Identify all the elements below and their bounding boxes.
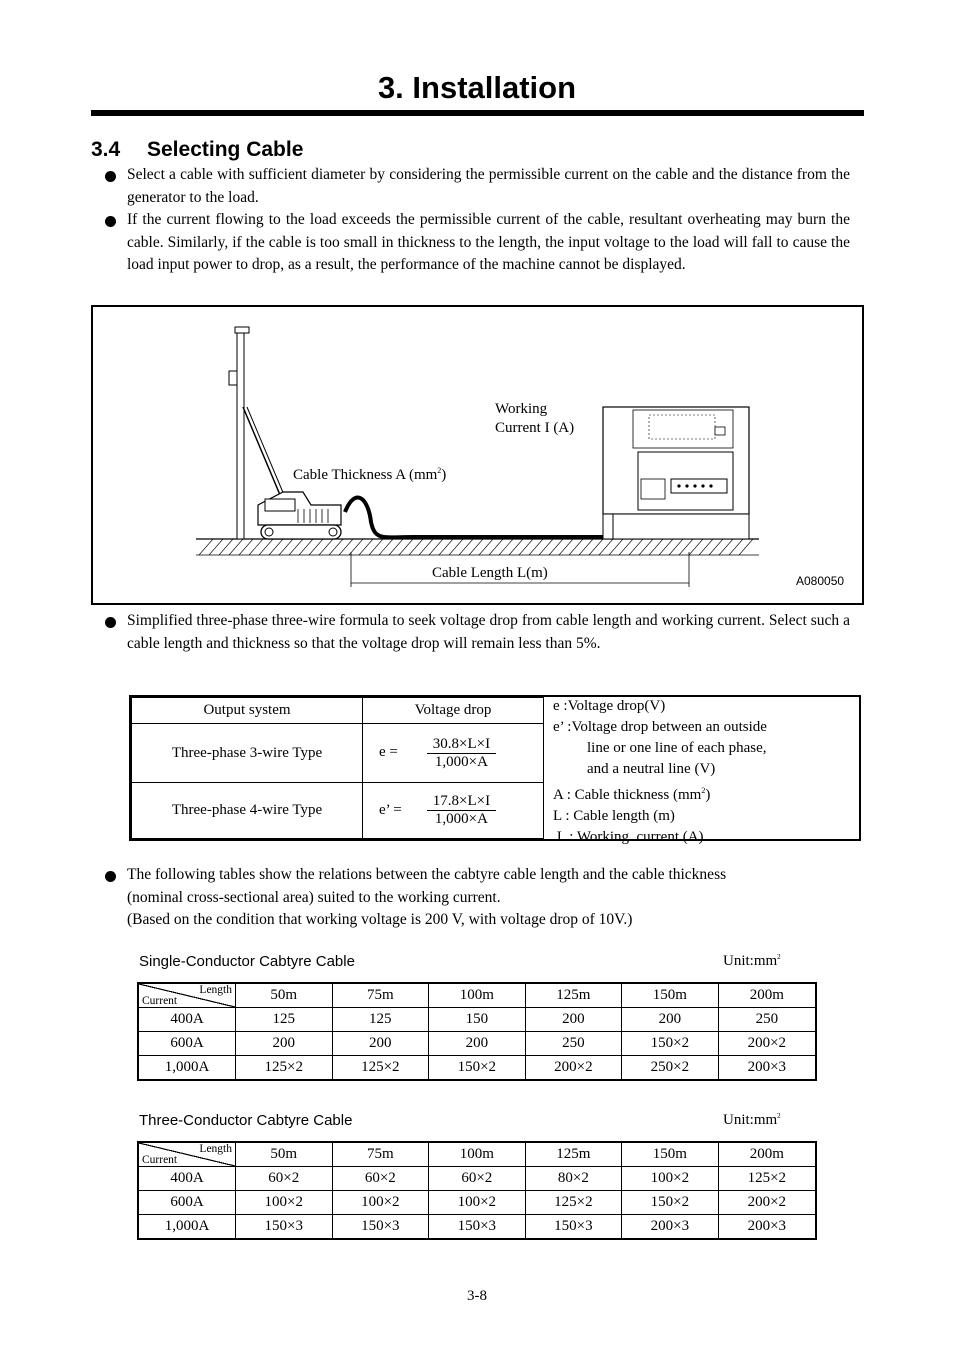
cable-figure (91, 305, 864, 605)
cable-thickness-label: Cable Thickness A $(mm^2)$ (293, 466, 447, 483)
formula-legend: e :Voltage drop(V) e’ :Voltage drop between an outside line or one line of each phase, and a neutral line (V) A : Cable thickness $(mm^2)$ L : Cable length (m) I : Working current (A) (553, 698, 767, 845)
column-header: 50m (236, 983, 333, 1008)
table-cell: 125 (332, 1008, 429, 1032)
bullet-item (105, 864, 850, 932)
column-header: 200m (718, 1142, 816, 1167)
cable-length-label: Cable Length L(m) (432, 565, 548, 581)
header-output-system: Output system (132, 698, 363, 724)
bullet-icon (105, 171, 116, 182)
single-table-title: Single-Conductor Cabtyre Cable (139, 953, 355, 970)
table-cell: 125×2 (236, 1056, 333, 1081)
table-cell: 250 (525, 1032, 622, 1056)
table-cell: 200 (236, 1032, 333, 1056)
column-header: 125m (525, 1142, 622, 1167)
table-cell: 100×2 (622, 1167, 719, 1191)
corner-header: Current Length (138, 983, 236, 1008)
table-cell: 125×2 (718, 1167, 816, 1191)
section-number: 3.4 (91, 138, 121, 161)
table-cell: 125×2 (332, 1056, 429, 1081)
output-type: Three-phase 4-wire Type (132, 783, 363, 839)
table-cell: 150×3 (429, 1215, 526, 1240)
bullet-item (105, 209, 850, 277)
table-cell: 150×3 (525, 1215, 622, 1240)
table-row (138, 1167, 816, 1191)
table-cell: 150×2 (622, 1032, 719, 1056)
column-header: 150m (622, 983, 719, 1008)
table-cell: 200 (332, 1032, 429, 1056)
table-cell: 200 (429, 1032, 526, 1056)
table-cell: 200×3 (718, 1215, 816, 1240)
column-header: 100m (429, 1142, 526, 1167)
table-cell: 100×2 (429, 1191, 526, 1215)
title-rule (91, 110, 864, 116)
page-number: 3-8 (467, 1288, 487, 1304)
row-header: 400A (138, 1167, 236, 1191)
section-title: Selecting Cable (147, 138, 304, 161)
table-cell: 200 (622, 1008, 719, 1032)
output-type: Three-phase 3-wire Type (132, 724, 363, 783)
table-cell: 250 (718, 1008, 816, 1032)
table-cell: 150×2 (429, 1056, 526, 1081)
bullet-item (105, 164, 850, 209)
table-row (138, 1215, 816, 1240)
table-cell: 150×2 (622, 1191, 719, 1215)
column-header: 100m (429, 983, 526, 1008)
table-row (138, 1008, 816, 1032)
bullet-icon (105, 617, 116, 628)
three-table-title: Three-Conductor Cabtyre Cable (139, 1112, 353, 1129)
page-title: 3. Installation (377, 70, 577, 105)
table-cell: 60×2 (429, 1167, 526, 1191)
three-table-unit: $Unit:mm^2$ (723, 1112, 781, 1128)
corner-header: Current Length (138, 1142, 236, 1167)
table-cell: 100×2 (236, 1191, 333, 1215)
table-row (138, 1056, 816, 1081)
row-header: 1,000A (138, 1056, 236, 1081)
bullet-text: If the current flowing to the load exceeds the permissible current of the cable, resultant overheating may burn the cable. Similarly, if the cable is too small in thickness to the length, the input voltage to the load will fall to cause the load input power to drop, as a result, the performance of the machine cannot be displayed. (127, 211, 850, 274)
figure-id: A080050 (796, 574, 845, 588)
bullet-text: Select a cable with sufficient diameter by considering the permissible current on the cable and the distance from the generator to the load. (127, 166, 850, 206)
table-cell: 200×3 (718, 1056, 816, 1081)
working-current-label: Working Current I (A) (495, 401, 575, 436)
table-cell: 60×2 (236, 1167, 333, 1191)
bullet-text: Simplified three-phase three-wire formula to seek voltage drop from cable length and working current. Select such a cable length and thickness so that the voltage drop will remain less than 5%. (127, 612, 850, 652)
column-header: 125m (525, 983, 622, 1008)
column-header: 50m (236, 1142, 333, 1167)
bullet-item (105, 610, 850, 655)
table-cell: 150×3 (236, 1215, 333, 1240)
column-header: 200m (718, 983, 816, 1008)
table-cell: 150×3 (332, 1215, 429, 1240)
table-cell: 200×3 (622, 1215, 719, 1240)
table-cell: 125×2 (525, 1191, 622, 1215)
table-cell: 200×2 (525, 1056, 622, 1081)
table-row (138, 1191, 816, 1215)
row-header: 400A (138, 1008, 236, 1032)
table-cell: 80×2 (525, 1167, 622, 1191)
table-cell: 125 (236, 1008, 333, 1032)
table-cell: 250×2 (622, 1056, 719, 1081)
generator-drilling-rig-illustration (93, 307, 862, 603)
voltage-drop-formula: e’ = $\frac{17.8\times L\times I}{1,000\times A}$ (363, 783, 544, 839)
voltage-drop-formula-table (129, 695, 861, 845)
table-cell: 100×2 (332, 1191, 429, 1215)
table-row (138, 1032, 816, 1056)
row-header: 1,000A (138, 1215, 236, 1240)
column-header: 150m (622, 1142, 719, 1167)
column-header: 75m (332, 1142, 429, 1167)
row-header: 600A (138, 1191, 236, 1215)
table-cell: 60×2 (332, 1167, 429, 1191)
bullet-icon (105, 216, 116, 227)
table-cell: 200 (525, 1008, 622, 1032)
row-header: 600A (138, 1032, 236, 1056)
bullet-icon (105, 871, 116, 882)
section-heading (91, 138, 303, 162)
column-header: 75m (332, 983, 429, 1008)
single-table-unit: $Unit:mm^2$ (723, 953, 781, 969)
single-conductor-table (137, 982, 817, 1081)
table-cell: 200×2 (718, 1032, 816, 1056)
table-cell: 150 (429, 1008, 526, 1032)
three-conductor-table (137, 1141, 817, 1240)
table-cell: 200×2 (718, 1191, 816, 1215)
bullet-text: The following tables show the relations between the cabtyre cable length and the cable thickness (nominal cross-sectional area) suited to the working current. (Based on the condition that working voltage is 200 V, with voltage drop of 10V.) (127, 866, 727, 929)
header-voltage-drop: Voltage drop (363, 698, 544, 724)
voltage-drop-formula: e = $\frac{30.8\times L\times I}{1,000\times A}$ (363, 724, 544, 783)
